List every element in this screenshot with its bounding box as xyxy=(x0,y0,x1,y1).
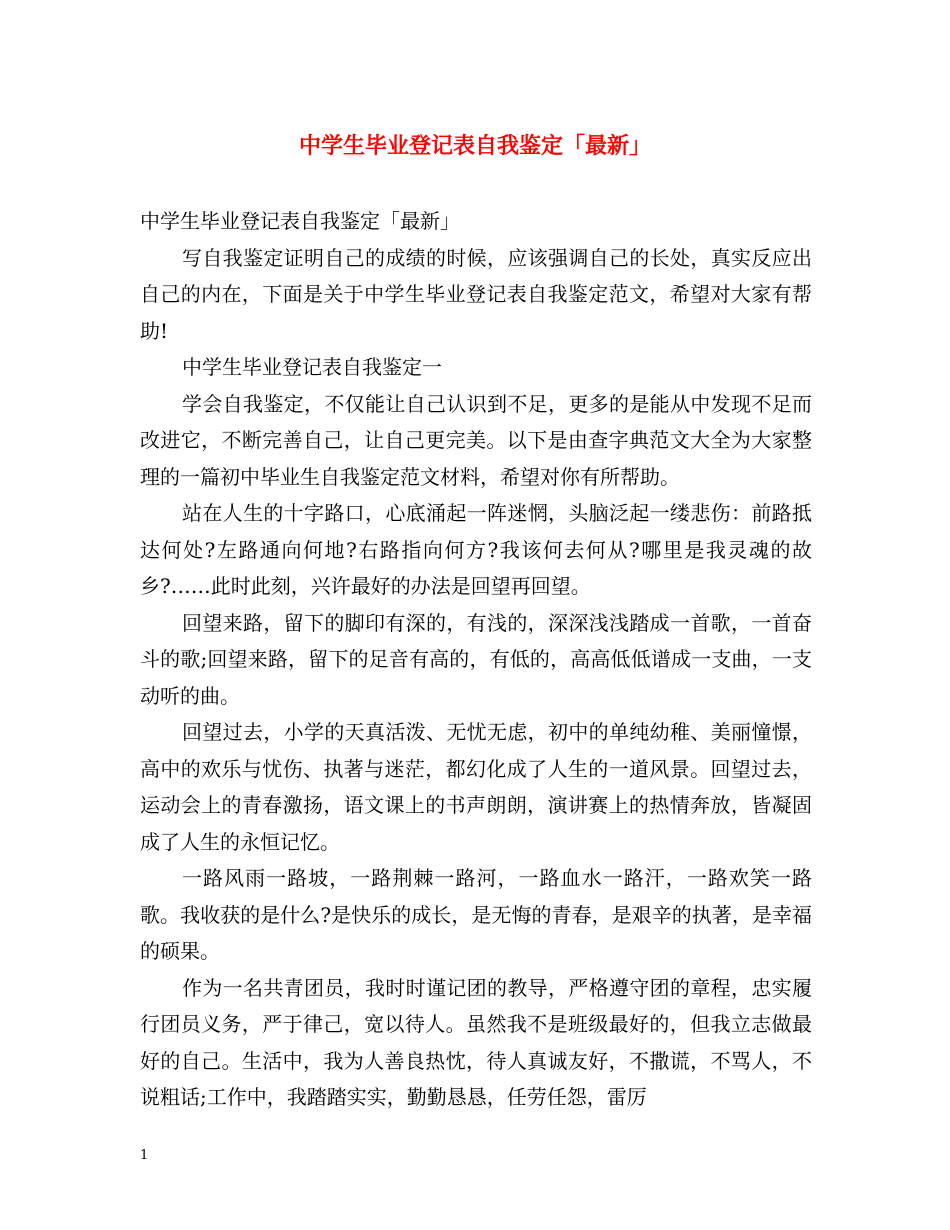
body-paragraph: 回望来路，留下的脚印有深的，有浅的，深深浅浅踏成一首歌，一首奋斗的歌;回望来路，留下的足音有高的，有低的，高高低低谱成一支曲，一支动听的曲。 xyxy=(140,610,812,708)
body-paragraph: 作为一名共青团员，我时时谨记团的教导，严格遵守团的章程，忠实履行团员义务，严于律己，宽以待人。虽然我不是班级最好的，但我立志做最好的自己。生活中，我为人善良热忱，待人真诚友好，不撒谎，不骂人，不说粗话;工作中，我踏踏实实，勤勤恳恳，任劳任怨，雷厉 xyxy=(140,975,812,1109)
subtitle-paragraph: 中学生毕业登记表自我鉴定「最新」 xyxy=(140,209,460,233)
body-paragraph: 一路风雨一路坡，一路荆棘一路河，一路血水一路汗，一路欢笑一路歌。我收获的是什么?是快乐的成长，是无悔的青春，是艰辛的执著，是幸福的硕果。 xyxy=(140,866,812,963)
section-heading: 中学生毕业登记表自我鉴定一 xyxy=(182,355,442,379)
body-paragraph: 学会自我鉴定，不仅能让自己认识到不足，更多的是能从中发现不足而改进它，不断完善自己，让自己更完美。以下是由查字典范文大全为大家整理的一篇初中毕业生自我鉴定范文材料，希望对你有所帮助。 xyxy=(140,391,812,489)
intro-paragraph: 写自我鉴定证明自己的成绩的时候，应该强调自己的长处，真实反应出自己的内在，下面是关于中学生毕业登记表自我鉴定范文，希望对大家有帮助! xyxy=(140,245,812,343)
document-title: 中学生毕业登记表自我鉴定「最新」 xyxy=(298,133,651,159)
document-body xyxy=(140,203,812,1116)
page-number: 1 xyxy=(140,1148,149,1163)
body-paragraph: 回望过去，小学的天真活泼、无忧无虑，初中的单纯幼稚、美丽憧憬，高中的欢乐与忧伤、执著与迷茫，都幻化成了人生的一道风景。回望过去，运动会上的青春激扬，语文课上的书声朗朗，演讲赛上的热情奔放，皆凝固成了人生的永恒记忆。 xyxy=(140,720,812,854)
body-paragraph: 站在人生的十字路口，心底涌起一阵迷惘，头脑泛起一缕悲伤：前路抵达何处?左路通向何地?右路指向何方?我该何去何从?哪里是我灵魂的故乡?……此时此刻，兴许最好的办法是回望再回望。 xyxy=(140,501,812,598)
